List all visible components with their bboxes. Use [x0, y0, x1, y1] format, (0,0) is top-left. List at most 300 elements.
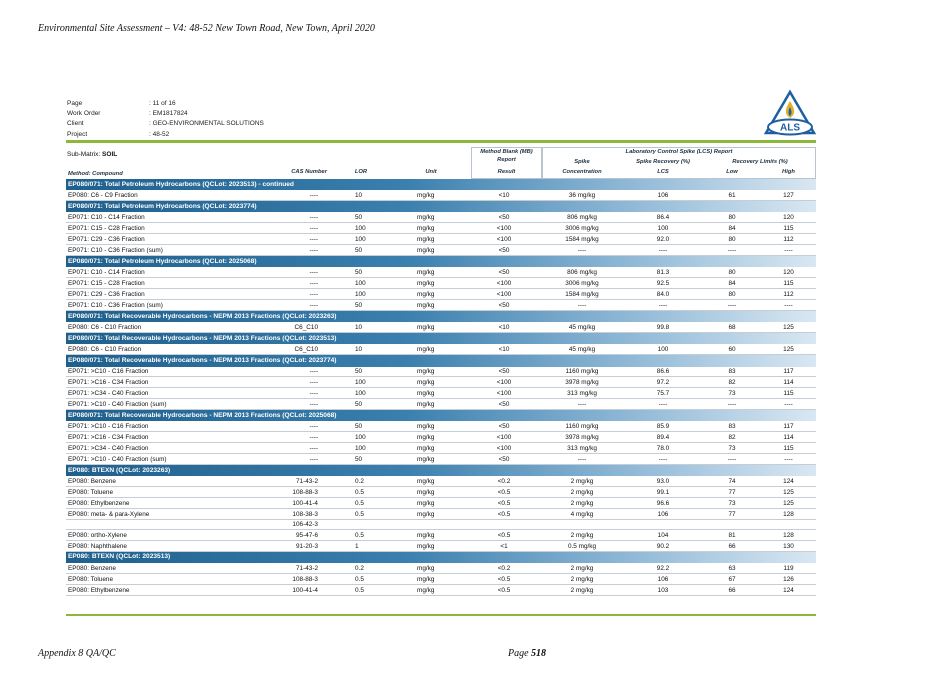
low-limit-cell: 73	[728, 499, 736, 507]
cas-cell: ----	[309, 246, 318, 254]
section-header: EP080/071: Total Petroleum Hydrocarbons (QCLot: 2023513) - continued	[66, 179, 816, 190]
spike-cell: 0.5 mg/kg	[567, 542, 597, 550]
meta-row	[67, 119, 264, 129]
cas-cell: ----	[309, 444, 318, 452]
low-limit-cell: ----	[727, 301, 737, 309]
lcs-cell: 99.8	[656, 323, 670, 331]
high-limit-cell: 125	[783, 499, 794, 507]
spike-cell: 313 mg/kg	[567, 389, 597, 397]
compound-cell: EP071: C10 - C36 Fraction (sum)	[68, 301, 163, 309]
result-cell: <0.2	[497, 477, 511, 485]
lcs-cell: ----	[658, 400, 668, 408]
high-limit-cell: 125	[783, 345, 794, 353]
section-header: EP080/071: Total Recoverable Hydrocarbons - NEPM 2013 Fractions (QCLot: 2025068)	[66, 410, 816, 421]
result-cell: <0.5	[497, 510, 511, 518]
lor-cell: 10	[355, 345, 363, 353]
spike-cell: 3006 mg/kg	[565, 279, 599, 287]
meta-value: : GEO-ENVIRONMENTAL SOLUTIONS	[149, 120, 264, 128]
unit-cell: mg/kg	[417, 290, 435, 298]
result-cell: <0.5	[497, 586, 511, 594]
result-cell: <100	[496, 444, 512, 452]
lor-cell: 50	[355, 214, 363, 222]
low-limit-cell: 77	[728, 488, 736, 496]
report-header: Report	[497, 157, 516, 163]
table-header	[66, 147, 816, 179]
result-cell: <100	[496, 389, 512, 397]
spike-header: Spike	[574, 159, 590, 165]
low-limit-cell: 81	[728, 531, 736, 539]
high-limit-cell: ----	[784, 455, 793, 463]
meta-row	[67, 99, 264, 109]
result-cell: <0.5	[497, 499, 511, 507]
high-limit-cell: 115	[783, 224, 794, 232]
result-cell: <0.5	[497, 575, 511, 583]
unit-cell: mg/kg	[417, 477, 435, 485]
cas-cell: 108-88-3	[292, 575, 318, 583]
cas-cell: ----	[309, 301, 318, 309]
cas-cell: ----	[309, 214, 318, 222]
meta-label: Work Order	[67, 110, 101, 118]
low-limit-cell: 80	[728, 214, 736, 222]
lor-cell: 100	[355, 379, 366, 387]
table-row	[66, 541, 816, 552]
meta-label: Project	[67, 130, 88, 138]
high-limit-cell: ----	[784, 246, 793, 254]
result-cell: <50	[498, 423, 510, 431]
section-header: EP080/071: Total Recoverable Hydrocarbons - NEPM 2013 Fractions (QCLot: 2023774)	[66, 355, 816, 366]
low-limit-cell: 73	[728, 389, 736, 397]
result-cell: <50	[498, 246, 510, 254]
lor-cell: 10	[355, 323, 363, 331]
lcs-cell: 106	[657, 575, 669, 583]
unit-cell: mg/kg	[417, 488, 435, 496]
meta-row	[67, 130, 264, 140]
result-cell: <10	[498, 323, 510, 331]
table-row	[66, 245, 816, 256]
compound-cell: EP071: C15 - C28 Fraction	[68, 279, 145, 287]
lor-cell: 50	[355, 301, 363, 309]
recovery-limits-header: Recovery Limits (%)	[732, 159, 788, 165]
result-cell: <0.2	[497, 564, 511, 572]
table-row	[66, 520, 816, 530]
concentration-header: Concentration	[562, 169, 602, 175]
lcs-header: LCS	[657, 169, 669, 175]
table-row	[66, 454, 816, 465]
high-limit-cell: 114	[783, 433, 794, 441]
compound-cell: EP080: meta- & para-Xylene	[68, 510, 150, 518]
unit-cell: mg/kg	[417, 279, 435, 287]
section-header: EP080/071: Total Petroleum Hydrocarbons (QCLot: 2025068)	[66, 256, 816, 267]
lor-cell: 0.5	[355, 586, 364, 594]
compound-cell: EP071: C10 - C14 Fraction	[68, 214, 145, 222]
lor-cell: 50	[355, 423, 363, 431]
lcs-cell: 75.7	[656, 389, 670, 397]
low-limit-cell: 80	[728, 268, 736, 276]
lcs-cell: 86.4	[656, 214, 670, 222]
spike-cell: 806 mg/kg	[567, 268, 597, 276]
spike-cell: 1160 mg/kg	[565, 423, 599, 431]
cas-cell: ----	[309, 423, 318, 431]
lcs-cell: 96.6	[656, 499, 670, 507]
footer-divider	[66, 614, 816, 616]
spike-cell: 1160 mg/kg	[565, 368, 599, 376]
table-row	[66, 563, 816, 574]
compound-cell: EP071: C10 - C36 Fraction (sum)	[68, 246, 163, 254]
spike-cell: ----	[577, 455, 587, 463]
lcs-cell: 92.0	[656, 235, 670, 243]
qc-table	[66, 179, 816, 596]
high-limit-cell: 127	[783, 191, 794, 199]
meta-row	[67, 109, 264, 119]
table-row	[66, 574, 816, 585]
unit-cell: mg/kg	[417, 433, 435, 441]
table-row	[66, 399, 816, 410]
low-limit-cell: 80	[728, 290, 736, 298]
spike-cell: 313 mg/kg	[567, 444, 597, 452]
document-header: Environmental Site Assessment – V4: 48-52 New Town Road, New Town, April 2020	[38, 23, 375, 34]
result-cell: <100	[496, 379, 512, 387]
unit-cell: mg/kg	[417, 542, 435, 550]
lor-cell: 0.5	[355, 510, 364, 518]
lor-cell: 0.2	[355, 477, 364, 485]
lcs-cell: 89.4	[656, 433, 670, 441]
cas-cell: ----	[309, 268, 318, 276]
unit-cell: mg/kg	[417, 345, 435, 353]
lor-cell: 10	[355, 191, 363, 199]
low-limit-cell: 80	[728, 235, 736, 243]
result-cell: <1	[500, 542, 508, 550]
low-limit-cell: 84	[728, 224, 736, 232]
low-limit-cell: 83	[728, 423, 736, 431]
compound-cell: EP071: >C10 - C16 Fraction	[68, 423, 149, 431]
spike-cell: ----	[577, 400, 587, 408]
result-cell: <0.5	[497, 488, 511, 496]
unit-cell: mg/kg	[417, 246, 435, 254]
lcs-cell: ----	[658, 246, 668, 254]
compound-cell: EP071: C29 - C36 Fraction	[68, 290, 145, 298]
table-row	[66, 234, 816, 245]
unit-cell: mg/kg	[417, 499, 435, 507]
lcs-report-header: Laboratory Control Spike (LCS) Report	[625, 149, 733, 155]
low-limit-cell: 74	[728, 477, 736, 485]
mb-header: Method Blank (MB)	[480, 149, 533, 155]
spike-cell: 36 mg/kg	[568, 191, 596, 199]
lor-cell: 100	[355, 290, 366, 298]
table-row	[66, 377, 816, 388]
meta-value: : 48-52	[149, 130, 170, 138]
high-limit-cell: 117	[783, 423, 794, 431]
cas-cell: ----	[309, 400, 318, 408]
low-limit-cell: 60	[728, 345, 736, 353]
spike-cell: 2 mg/kg	[570, 564, 594, 572]
compound-cell: EP071: >C34 - C40 Fraction	[68, 444, 149, 452]
submatrix-label: Sub-Matrix:	[67, 151, 103, 158]
high-limit-cell: 112	[783, 290, 794, 298]
unit-cell: mg/kg	[417, 191, 435, 199]
low-limit-cell: 73	[728, 444, 736, 452]
cas-cell: ----	[309, 455, 318, 463]
unit-cell: mg/kg	[417, 323, 435, 331]
high-limit-cell: 128	[783, 531, 794, 539]
spike-cell: 45 mg/kg	[568, 323, 596, 331]
low-limit-cell: 82	[728, 379, 736, 387]
compound-cell: EP071: >C10 - C16 Fraction	[68, 368, 149, 376]
high-header: High	[782, 169, 795, 175]
lor-cell: 0.2	[355, 564, 364, 572]
unit-cell: mg/kg	[417, 389, 435, 397]
cas-cell: 100-41-4	[292, 499, 318, 507]
spike-cell: 2 mg/kg	[570, 477, 594, 485]
high-limit-cell: 115	[783, 444, 794, 452]
result-cell: <50	[498, 368, 510, 376]
unit-cell: mg/kg	[417, 400, 435, 408]
result-cell: <50	[498, 214, 510, 222]
section-header: EP080: BTEXN (QCLot: 2023263)	[66, 465, 816, 476]
cas-cell: ----	[309, 379, 318, 387]
compound-cell: EP071: C15 - C28 Fraction	[68, 224, 145, 232]
als-logo	[763, 89, 817, 139]
unit-header: Unit	[425, 169, 437, 175]
spike-cell: ----	[577, 301, 587, 309]
cas-cell: C6_C10	[294, 323, 318, 331]
unit-cell: mg/kg	[417, 224, 435, 232]
unit-cell: mg/kg	[417, 214, 435, 222]
lcs-cell: 106	[657, 191, 669, 199]
section-header: EP080/071: Total Petroleum Hydrocarbons (QCLot: 2023774)	[66, 201, 816, 212]
low-limit-cell: 77	[728, 510, 736, 518]
page-number-value: 518	[531, 648, 547, 659]
cas-cell: 100-41-4	[292, 586, 318, 594]
lor-cell: 0.5	[355, 531, 364, 539]
logo-text: ALS	[780, 122, 800, 134]
low-limit-cell: 84	[728, 279, 736, 287]
table-row	[66, 498, 816, 509]
spike-cell: 3978 mg/kg	[565, 379, 599, 387]
lcs-cell: 92.2	[656, 564, 670, 572]
compound-cell: EP080: Naphthalene	[68, 542, 127, 550]
compound-cell: EP080: Ethylbenzene	[68, 499, 130, 507]
table-row	[66, 190, 816, 201]
high-limit-cell: 115	[783, 389, 794, 397]
lcs-cell: 86.6	[656, 368, 670, 376]
report-meta	[67, 99, 264, 140]
table-row	[66, 367, 816, 378]
high-limit-cell: 120	[783, 268, 794, 276]
unit-cell: mg/kg	[417, 368, 435, 376]
table-row	[66, 267, 816, 278]
cas-cell: ----	[309, 224, 318, 232]
compound-cell: EP080: Benzene	[68, 477, 116, 485]
lcs-cell: 85.9	[656, 423, 670, 431]
section-header: EP080: BTEXN (QCLot: 2023513)	[66, 552, 816, 563]
page-number	[508, 648, 546, 659]
low-limit-cell: 82	[728, 433, 736, 441]
result-cell: <10	[498, 191, 510, 199]
lcs-cell: 100	[657, 345, 669, 353]
table-row	[66, 421, 816, 432]
compound-cell: EP080: Toluene	[68, 488, 114, 496]
spike-cell: 806 mg/kg	[567, 214, 597, 222]
lor-cell: 1	[355, 542, 359, 550]
high-limit-cell: 120	[783, 214, 794, 222]
cas-cell: ----	[309, 235, 318, 243]
compound-cell: EP071: >C10 - C40 Fraction (sum)	[68, 455, 167, 463]
spike-cell: 2 mg/kg	[570, 488, 594, 496]
spike-cell: 3978 mg/kg	[565, 433, 599, 441]
compound-cell: EP071: >C10 - C40 Fraction (sum)	[68, 400, 167, 408]
unit-cell: mg/kg	[417, 379, 435, 387]
meta-label: Client	[67, 120, 84, 128]
lcs-cell: 78.0	[656, 444, 670, 452]
spike-recovery-header: Spike Recovery (%)	[636, 159, 690, 165]
result-cell: <100	[496, 279, 512, 287]
lor-cell: 100	[355, 389, 366, 397]
result-cell: <50	[498, 268, 510, 276]
lcs-cell: 84.0	[656, 290, 670, 298]
table-row	[66, 388, 816, 399]
compound-cell: EP080: C6 - C9 Fraction	[68, 191, 138, 199]
spike-cell: 2 mg/kg	[570, 499, 594, 507]
document-footer: Appendix 8 QA/QC	[38, 648, 116, 659]
lcs-cell: 97.2	[656, 379, 670, 387]
table-row	[66, 432, 816, 443]
lcs-cell: 81.3	[656, 268, 670, 276]
unit-cell: mg/kg	[417, 586, 435, 594]
cas-cell: C6_C10	[294, 345, 318, 353]
compound-cell: EP071: >C16 - C34 Fraction	[68, 379, 149, 387]
high-limit-cell: ----	[784, 400, 793, 408]
low-limit-cell: 66	[728, 586, 736, 594]
high-limit-cell: 130	[783, 542, 794, 550]
table-row	[66, 476, 816, 487]
high-limit-cell: 125	[783, 488, 794, 496]
low-limit-cell: 67	[728, 575, 736, 583]
lcs-cell: ----	[658, 455, 668, 463]
cas-cell: 71-43-2	[295, 477, 318, 485]
result-cell: <0.5	[497, 531, 511, 539]
result-cell: <50	[498, 455, 510, 463]
lcs-cell: 92.5	[656, 279, 670, 287]
table-row	[66, 278, 816, 289]
unit-cell: mg/kg	[417, 423, 435, 431]
submatrix-value: SOIL	[102, 151, 118, 158]
table-row	[66, 289, 816, 300]
lcs-cell: 93.0	[656, 477, 670, 485]
lcs-cell: 90.2	[656, 542, 670, 550]
table-row	[66, 585, 816, 596]
compound-cell: EP080: Toluene	[68, 575, 114, 583]
result-header: Result	[497, 169, 516, 175]
cas-cell: ----	[309, 433, 318, 441]
cas-cell: ----	[309, 191, 318, 199]
cas-cell: 95-47-6	[295, 531, 318, 539]
low-limit-cell: 83	[728, 368, 736, 376]
lor-cell: 50	[355, 368, 363, 376]
cas-cell: ----	[309, 389, 318, 397]
spike-cell: 45 mg/kg	[568, 345, 596, 353]
table-row	[66, 509, 816, 520]
high-limit-cell: 128	[783, 510, 794, 518]
result-cell: <100	[496, 235, 512, 243]
compound-cell: EP080: Benzene	[68, 564, 116, 572]
unit-cell: mg/kg	[417, 531, 435, 539]
lor-cell: 0.5	[355, 499, 364, 507]
meta-value: : 11 of 16	[149, 100, 176, 107]
cas-cell: 108-38-3	[292, 510, 318, 518]
table-row	[66, 344, 816, 355]
cas-cell: ----	[309, 290, 318, 298]
unit-cell: mg/kg	[417, 268, 435, 276]
high-limit-cell: 124	[783, 586, 794, 594]
high-limit-cell: 117	[783, 368, 794, 376]
unit-cell: mg/kg	[417, 455, 435, 463]
spike-cell: 1584 mg/kg	[565, 235, 599, 243]
spike-cell: 4 mg/kg	[570, 510, 594, 518]
lor-cell: 0.5	[355, 575, 364, 583]
meta-label: Page	[67, 100, 83, 107]
lor-header: LOR	[354, 169, 368, 175]
high-limit-cell: 115	[783, 279, 794, 287]
unit-cell: mg/kg	[417, 510, 435, 518]
high-limit-cell: 125	[783, 323, 794, 331]
lor-cell: 50	[355, 268, 363, 276]
table-row	[66, 322, 816, 333]
table-row	[66, 300, 816, 311]
cas-cell: 106-42-3	[292, 521, 318, 529]
low-limit-cell: 68	[728, 323, 736, 331]
compound-cell: EP071: >C34 - C40 Fraction	[68, 389, 149, 397]
lcs-cell: 106	[657, 510, 669, 518]
table-row	[66, 530, 816, 541]
lcs-cell: 100	[657, 224, 669, 232]
section-header: EP080/071: Total Recoverable Hydrocarbons - NEPM 2013 Fractions (QCLot: 2023263)	[66, 311, 816, 322]
unit-cell: mg/kg	[417, 575, 435, 583]
cas-cell: 108-88-3	[292, 488, 318, 496]
high-limit-cell: 112	[783, 235, 794, 243]
compound-cell: EP071: C29 - C36 Fraction	[68, 235, 145, 243]
header-divider	[66, 140, 816, 143]
high-limit-cell: 114	[783, 379, 794, 387]
lor-cell: 100	[355, 433, 366, 441]
lcs-cell: ----	[658, 301, 668, 309]
table-row	[66, 487, 816, 498]
cas-cell: 91-20-3	[295, 542, 318, 550]
lcs-cell: 99.1	[656, 488, 670, 496]
compound-cell: EP080: ortho-Xylene	[68, 531, 127, 539]
result-cell: <100	[496, 433, 512, 441]
low-limit-cell: 61	[728, 191, 736, 199]
unit-cell: mg/kg	[417, 444, 435, 452]
unit-cell: mg/kg	[417, 301, 435, 309]
table-row	[66, 212, 816, 223]
lor-cell: 100	[355, 224, 366, 232]
high-limit-cell: 119	[783, 564, 794, 572]
spike-cell: 1584 mg/kg	[565, 290, 599, 298]
cas-cell: 71-43-2	[295, 564, 318, 572]
result-cell: <100	[496, 224, 512, 232]
cas-header: CAS Number	[291, 169, 327, 175]
lor-cell: 100	[355, 444, 366, 452]
lcs-cell: 104	[657, 531, 669, 539]
section-header: EP080/071: Total Recoverable Hydrocarbons - NEPM 2013 Fractions (QCLot: 2023513)	[66, 333, 816, 344]
compound-cell: EP080: Ethylbenzene	[68, 586, 130, 594]
cas-cell: ----	[309, 279, 318, 287]
spike-cell: 2 mg/kg	[570, 575, 594, 583]
table-row	[66, 223, 816, 234]
low-limit-cell: 63	[728, 564, 736, 572]
high-limit-cell: 126	[783, 575, 794, 583]
lor-cell: 100	[355, 279, 366, 287]
